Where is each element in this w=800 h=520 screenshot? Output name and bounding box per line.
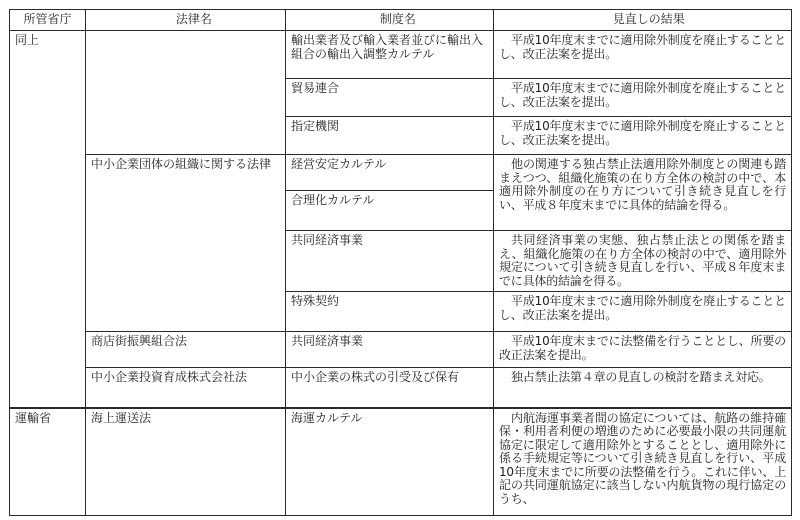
table-row bbox=[10, 155, 792, 191]
result-cell: 内航海運事業者間の協定については、航路の維持確保・利用者利便の増進のために必要最小限の共同運航協定に限定して適用除外とすることとし、適用除外に係る手続規定等について引き続き見直しを行い、平成10年度末までに所要の法整備を行う。これに伴い、上記の共同運航協定に該当しない内航貨物の現行協定のうち、 bbox=[494, 408, 792, 516]
header-agency: 所管省庁 bbox=[10, 10, 86, 31]
result-cell: 平成10年度末までに適用除外制度を廃止することとし、改正法案を提出。 bbox=[494, 79, 792, 117]
result-cell: 独占禁止法第４章の見直しの検討を踏まえ対応。 bbox=[494, 368, 792, 408]
result-cell: 平成10年度末までに適用除外制度を廃止することとし、改正法案を提出。 bbox=[494, 117, 792, 155]
system-cell: 共同経済事業 bbox=[286, 231, 494, 292]
system-cell: 経営安定カルテル bbox=[286, 155, 494, 191]
exemption-review-table bbox=[9, 9, 792, 516]
result-cell: 平成10年度末までに適用除外制度を廃止することとし、改正法案を提出。 bbox=[494, 31, 792, 79]
table-row bbox=[10, 368, 792, 408]
table-row bbox=[10, 332, 792, 368]
result-cell: 平成10年度末までに法整備を行うこととし、所要の改正法案を提出。 bbox=[494, 332, 792, 368]
header-result: 見直しの結果 bbox=[494, 10, 792, 31]
system-cell: 指定機関 bbox=[286, 117, 494, 155]
law-cell: 中小企業団体の組織に関する法律 bbox=[86, 155, 286, 332]
header-law: 法律名 bbox=[86, 10, 286, 31]
result-cell: 共同経済事業の実態、独占禁止法との関係を踏まえ、組織化施策の在り方全体の検討の中で、適用除外規定について引き続き見直しを行い、平成８年度末までに具体的結論を得る。 bbox=[494, 231, 792, 292]
table-row bbox=[10, 31, 792, 79]
system-cell: 貿易連合 bbox=[286, 79, 494, 117]
system-cell: 共同経済事業 bbox=[286, 332, 494, 368]
system-cell: 特殊契約 bbox=[286, 292, 494, 332]
system-cell: 海運カルテル bbox=[286, 408, 494, 516]
law-cell bbox=[86, 31, 286, 155]
table-header-row bbox=[10, 10, 792, 31]
system-cell: 中小企業の株式の引受及び保有 bbox=[286, 368, 494, 408]
header-system: 制度名 bbox=[286, 10, 494, 31]
agency-cell: 同上 bbox=[10, 31, 86, 408]
agency-cell: 運輸省 bbox=[10, 408, 86, 516]
system-cell: 合理化カルテル bbox=[286, 191, 494, 231]
system-cell: 輸出業者及び輸入業者並びに輸出入組合の輸出入調整カルテル bbox=[286, 31, 494, 79]
result-cell: 他の関連する独占禁止法適用除外制度との関連も踏まえつつ、組織化施策の在り方全体の検討の中で、本適用除外制度の在り方について引き続き見直しを行い、平成８年度末までに具体的結論を得る。 bbox=[494, 155, 792, 231]
table-row bbox=[10, 408, 792, 516]
law-cell: 海上運送法 bbox=[86, 408, 286, 516]
law-cell: 中小企業投資育成株式会社法 bbox=[86, 368, 286, 408]
result-cell: 平成10年度末までに適用除外制度を廃止することとし、改正法案を提出。 bbox=[494, 292, 792, 332]
law-cell: 商店街振興組合法 bbox=[86, 332, 286, 368]
